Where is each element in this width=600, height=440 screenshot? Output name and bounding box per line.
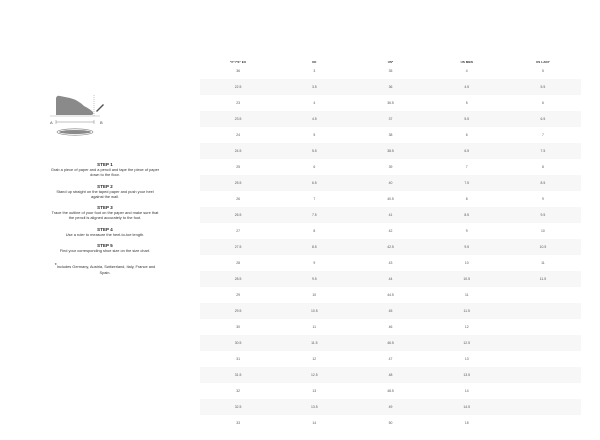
table-cell: 6.5 — [311, 181, 317, 185]
table-cell: 10 — [312, 293, 317, 297]
table-cell: 11.5 — [463, 309, 470, 313]
table-cell: 42.5 — [387, 245, 394, 249]
table-cell: 4 — [465, 69, 468, 73]
table-cell: 25 — [236, 165, 240, 169]
table-cell: 13 — [464, 357, 469, 361]
size-table — [200, 63, 581, 431]
table-cell: 5.5 — [540, 85, 546, 89]
table-cell: 12.5 — [463, 341, 471, 345]
table-cell: 5 — [313, 133, 316, 137]
table-row — [200, 255, 581, 271]
table-cell: 31.5 — [234, 373, 242, 377]
table-cell: 27 — [236, 229, 240, 233]
table-cell: 8 — [313, 229, 316, 233]
table-cell: 6 — [541, 101, 544, 105]
footnote-star: * — [54, 263, 57, 270]
table-cell: 5 — [465, 101, 468, 105]
table-row — [200, 95, 581, 111]
table-cell: 7.5 — [540, 149, 546, 153]
table-cell: 22.5 — [234, 85, 242, 89]
table-row — [200, 239, 581, 255]
table-row — [200, 399, 581, 415]
footnote-text: Includes Germany, Austria, Switzerland, Italy, France and Spain. — [56, 264, 156, 275]
column-header: "F"/"S" EU — [229, 60, 247, 64]
table-cell: 9 — [313, 261, 316, 265]
table-cell: 14.5 — [463, 405, 471, 409]
step-text: Grab a piece of paper and a pencil and tape the piece of paper down to the floor. — [50, 167, 160, 178]
table-cell: 8.5 — [464, 213, 470, 217]
table-cell: 45 — [388, 309, 393, 313]
table-cell: 9.5 — [540, 213, 546, 217]
table-cell: 24.5 — [234, 149, 242, 153]
table-cell: 7.5 — [311, 213, 317, 217]
table-row — [200, 271, 581, 287]
table-cell: 11 — [312, 325, 317, 329]
table-cell: 10.5 — [463, 277, 471, 281]
table-cell: 14 — [312, 421, 317, 425]
table-cell: 14 — [464, 389, 469, 393]
table-row — [200, 207, 581, 223]
table-row — [200, 415, 581, 431]
table-cell: 50 — [388, 421, 393, 425]
table-cell: 6.5 — [540, 117, 546, 121]
table-row — [200, 159, 581, 175]
table-cell: 13.5 — [311, 405, 318, 409]
table-cell: 13.5 — [463, 373, 471, 377]
table-cell: 7 — [313, 197, 316, 201]
step-1 — [50, 162, 160, 178]
table-row — [200, 335, 581, 351]
table-cell: 38.5 — [387, 149, 394, 153]
table-cell: 29 — [236, 293, 240, 297]
table-cell: 7.5 — [464, 181, 470, 185]
table-cell: 26.5 — [234, 213, 242, 217]
table-cell: 10 — [464, 261, 469, 265]
foot-measure-illustration — [48, 92, 118, 140]
table-cell: 46.5 — [387, 341, 394, 345]
table-cell: 9 — [541, 197, 544, 201]
table-cell: 23.5 — [234, 117, 242, 121]
step-4 — [50, 227, 160, 237]
table-cell: 8.5 — [540, 181, 546, 185]
table-cell: 11 — [541, 261, 545, 265]
table-cell: 10.5 — [311, 309, 318, 313]
table-cell: 15 — [464, 421, 469, 425]
table-row — [200, 223, 581, 239]
table-cell: 9.5 — [464, 245, 470, 249]
table-cell: 5 — [541, 69, 544, 73]
table-cell: 48.5 — [387, 389, 394, 393]
table-cell: 35 — [388, 69, 393, 73]
table-row — [200, 191, 581, 207]
table-cell: 32.5 — [234, 405, 242, 409]
table-cell: 26 — [236, 197, 240, 201]
table-cell: 9.5 — [311, 277, 317, 281]
step-text: Stand up straight on the taped paper and push your heel against the wall. — [56, 188, 154, 199]
table-cell: 4 — [313, 101, 316, 105]
table-cell: 36 — [236, 69, 240, 73]
table-cell: 49 — [388, 405, 393, 409]
table-cell: 30.5 — [234, 341, 242, 345]
table-row — [200, 319, 581, 335]
table-cell: 28.5 — [234, 277, 242, 281]
table-cell: 12.5 — [311, 373, 318, 377]
table-row — [200, 175, 581, 191]
table-cell: 39 — [388, 165, 393, 169]
table-row — [200, 111, 581, 127]
footnote — [50, 264, 160, 275]
table-cell: 37 — [388, 117, 393, 121]
table-cell: 24 — [236, 133, 240, 137]
table-cell: 7 — [465, 165, 468, 169]
table-cell: 36.5 — [387, 101, 394, 105]
table-cell: 48 — [388, 373, 393, 377]
table-cell: 46 — [388, 325, 393, 329]
table-cell: 8 — [465, 197, 468, 201]
table-cell: 33 — [236, 421, 240, 425]
step-title: STEP 2 — [97, 183, 113, 189]
column-header: US LADY — [535, 60, 550, 64]
column-header: US MEN — [460, 60, 473, 64]
table-cell: 12 — [312, 357, 317, 361]
step-text: Use a ruler to measure the heel-to-toe length. — [65, 231, 145, 237]
table-cell: 32 — [236, 389, 240, 393]
table-cell: 10 — [541, 229, 545, 233]
table-cell: 10.5 — [539, 245, 547, 249]
table-cell: 41 — [388, 213, 393, 217]
table-row — [200, 367, 581, 383]
table-cell: 23 — [236, 101, 240, 105]
table-cell: 7 — [541, 133, 544, 137]
table-cell: 38 — [388, 133, 393, 137]
table-cell: 3.5 — [311, 85, 317, 89]
table-cell: 11.5 — [311, 341, 318, 345]
table-cell: 40 — [388, 181, 393, 185]
table-cell: 5.5 — [464, 117, 470, 121]
step-text: Trace the outline of your foot on the paper and make sure that the pencil is aligned accurately to the foot. — [51, 210, 159, 221]
table-cell: 44 — [388, 277, 393, 281]
step-title: STEP 5 — [97, 243, 113, 249]
step-5 — [50, 243, 160, 253]
table-cell: 47 — [388, 357, 393, 361]
label-b: B — [100, 120, 103, 125]
table-row — [200, 351, 581, 367]
step-text: Find your corresponding shoe size on the size chart. — [59, 248, 151, 254]
label-a: A — [50, 120, 53, 125]
table-cell: 25.5 — [234, 181, 242, 185]
table-row — [200, 127, 581, 143]
table-cell: 4.5 — [311, 117, 317, 121]
step-3 — [50, 205, 160, 221]
table-cell: 42 — [388, 229, 393, 233]
table-cell: 5.5 — [311, 149, 317, 153]
table-cell: 8 — [541, 165, 544, 169]
table-cell: 6 — [465, 133, 468, 137]
table-cell: 30 — [236, 325, 240, 329]
table-row — [200, 287, 581, 303]
step-title: STEP 4 — [97, 226, 113, 232]
step-title: STEP 1 — [97, 162, 113, 167]
table-cell: 31 — [236, 357, 240, 361]
table-cell: 43 — [388, 261, 393, 265]
table-cell: 11.5 — [539, 277, 547, 281]
table-row — [200, 383, 581, 399]
table-cell: 13 — [312, 389, 317, 393]
table-cell: 8.5 — [311, 245, 317, 249]
table-row — [200, 63, 581, 79]
table-cell: 4.5 — [464, 85, 470, 89]
step-title: STEP 3 — [97, 205, 113, 211]
table-cell: 6 — [313, 165, 316, 169]
table-cell: 3 — [313, 69, 316, 73]
column-header: UK — [312, 60, 317, 64]
step-2 — [50, 184, 160, 200]
table-cell: 36 — [388, 85, 393, 89]
table-cell: 40.5 — [387, 197, 394, 201]
table-cell: 44.5 — [387, 293, 394, 297]
table-cell: 6.5 — [464, 149, 470, 153]
table-cell: 11 — [464, 293, 469, 297]
instructions-panel — [50, 92, 160, 275]
table-row — [200, 143, 581, 159]
table-cell: 12 — [464, 325, 469, 329]
table-row — [200, 303, 581, 319]
table-cell: 29.5 — [234, 309, 242, 313]
column-header: US* — [387, 60, 394, 64]
table-row — [200, 79, 581, 95]
table-cell: 9 — [465, 229, 468, 233]
table-cell: 28 — [236, 261, 240, 265]
foot-icon — [48, 92, 118, 140]
table-cell: 27.5 — [234, 245, 242, 249]
